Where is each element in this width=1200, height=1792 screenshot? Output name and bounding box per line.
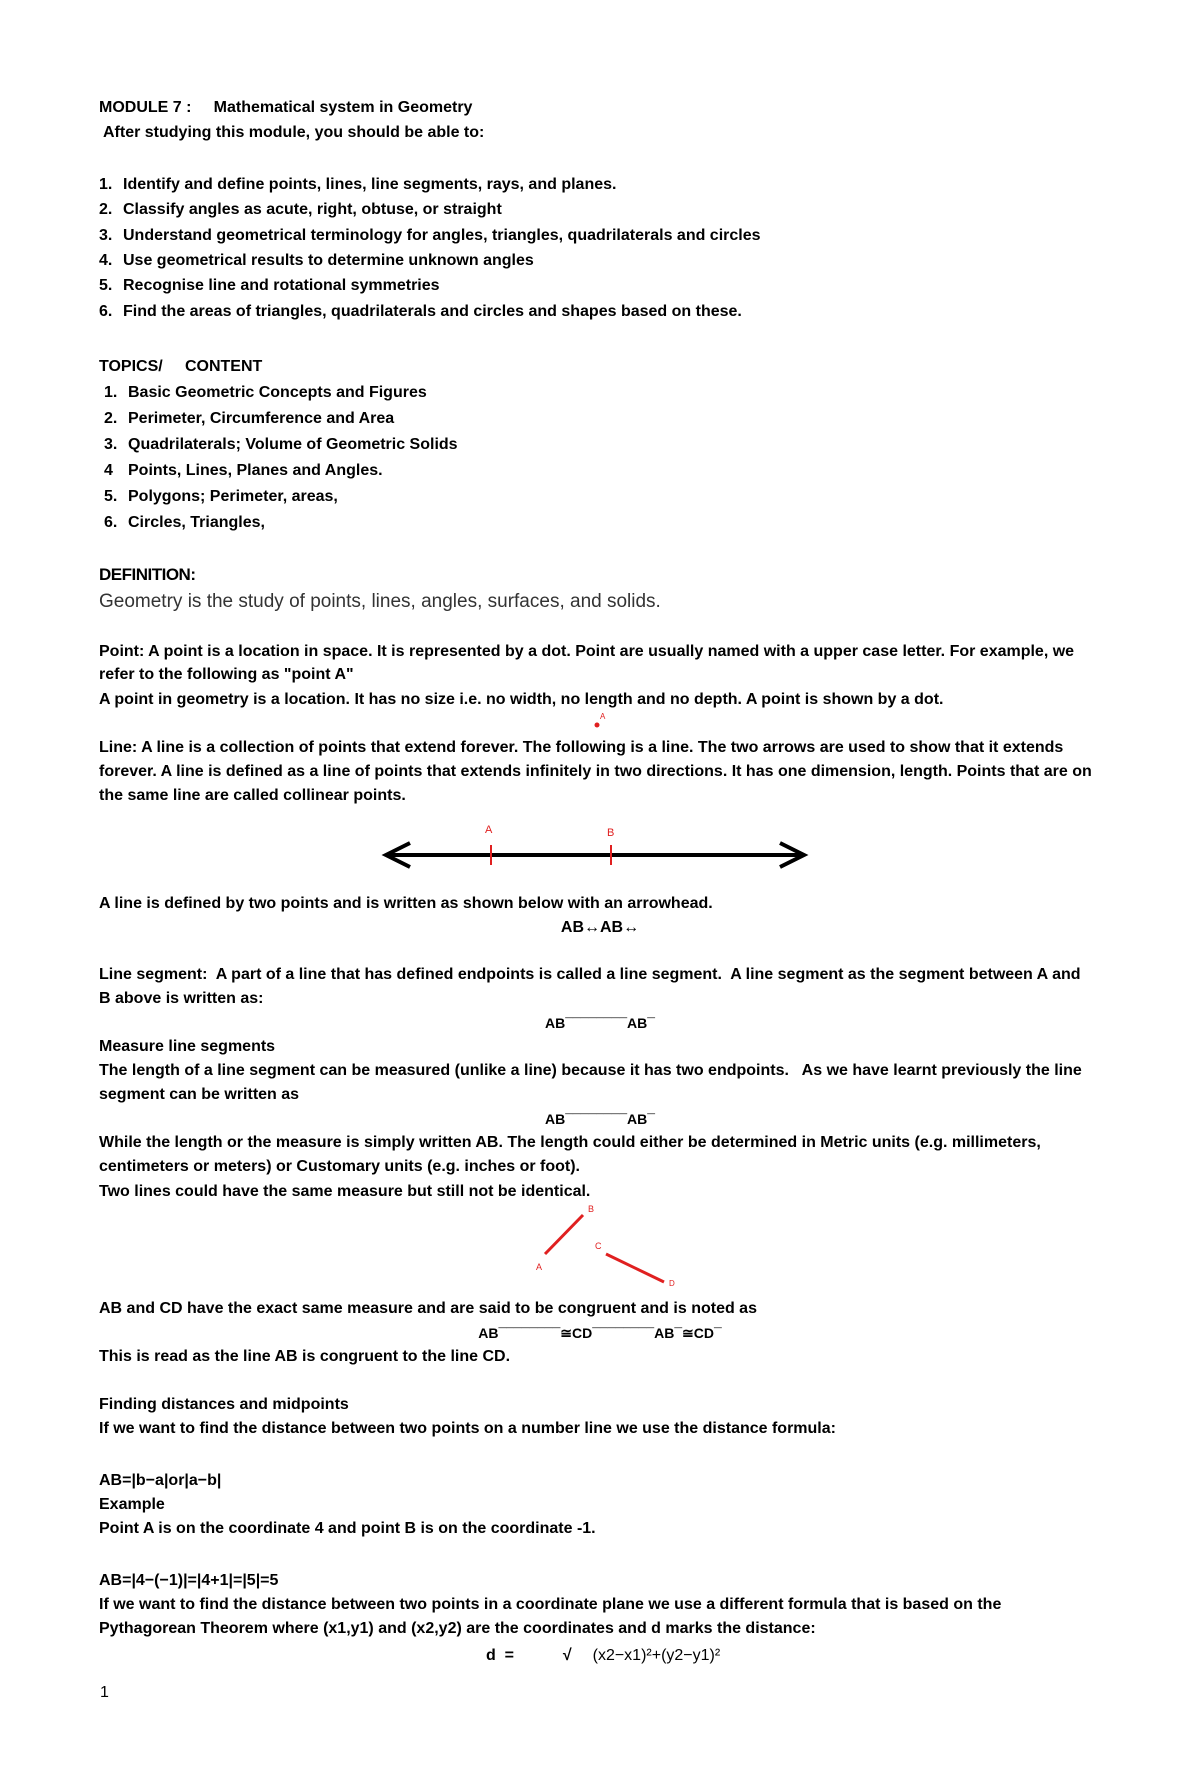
square-root-icon: √: [562, 1647, 572, 1664]
distance-formula: AB=|b−a|or|a−b|: [99, 1472, 222, 1489]
figure-label-b: B: [588, 1204, 595, 1214]
topic-item: 5. Polygons; Perimeter, areas,: [104, 488, 338, 505]
pythagorean-formula: [486, 1644, 720, 1668]
topic-item: 2. Perimeter, Circumference and Area: [104, 410, 395, 427]
point-label: A: [600, 712, 606, 721]
formula-lhs: d =: [486, 1647, 515, 1664]
point-paragraph: Point: A point is a location in space. It is represented by a dot. Point are usually named with a upper case letter. For example, we refer to the following as "point A": [99, 643, 1075, 683]
topics-heading: TOPICS/ CONTENT: [99, 358, 263, 375]
line-notation: AB↔AB↔: [560, 919, 640, 936]
objective-item: 4. Use geometrical results to determine unknown angles: [99, 252, 534, 269]
figure-label-d: D: [669, 1279, 675, 1288]
point-b-label: B: [607, 827, 615, 839]
objective-item: 1. Identify and define points, lines, line segments, rays, and planes.: [99, 176, 617, 193]
module-title: MODULE 7 : Mathematical system in Geometry: [99, 99, 473, 116]
objective-item: 6. Find the areas of triangles, quadrilaterals and circles and shapes based on these.: [99, 303, 742, 320]
example-calculation: AB=|4−(−1)|=|4+1|=|5|=5: [99, 1572, 279, 1589]
line-defined-text: A line is defined by two points and is written as shown below with an arrowhead.: [99, 895, 713, 912]
plane-paragraph: If we want to find the distance between two points in a coordinate plane we use a different formula that is based on the Pythagorean Theorem where (x1,y1) and (x2,y2) are the coordinates and d marks the distance:: [99, 1596, 1002, 1637]
distance-heading: Finding distances and midpoints: [99, 1396, 349, 1413]
identical-text: Two lines could have the same measure but still not be identical.: [99, 1183, 591, 1200]
congruent-text: AB and CD have the exact same measure and are said to be congruent and is noted as: [99, 1300, 757, 1317]
segment-cd: [606, 1254, 664, 1282]
page-number: 1: [100, 1684, 109, 1701]
segment-paragraph: Line segment: A part of a line that has defined endpoints is called a line segment. A line segment as the segment between A and B above is written as:: [99, 966, 1081, 1007]
figure-label-c: C: [595, 1241, 602, 1251]
point-a-label: A: [485, 824, 493, 836]
objective-item: 5. Recognise line and rotational symmetries: [99, 277, 440, 294]
point-description: A point in geometry is a location. It has no size i.e. no width, no length and no depth. A point is shown by a dot.: [99, 691, 944, 708]
formula-rhs: (x2−x1)²+(y2−y1)²: [592, 1647, 721, 1664]
objective-item: 3. Understand geometrical terminology for angles, triangles, quadrilaterals and circles: [99, 227, 761, 244]
segment-notation-2: AB¯¯¯¯¯¯¯¯AB¯: [544, 1111, 656, 1127]
measure-paragraph: The length of a line segment can be measured (unlike a line) because it has two endpoints. As we have learnt previously the line segment can be written as: [99, 1062, 1082, 1103]
congruent-read: This is read as the line AB is congruent to the line CD.: [99, 1348, 511, 1365]
topic-item: 1. Basic Geometric Concepts and Figures: [104, 384, 427, 401]
segment-notation-1: AB¯¯¯¯¯¯¯¯AB¯: [544, 1015, 656, 1031]
definition-heading: DEFINITION:: [99, 565, 196, 584]
topic-item: 6. Circles, Triangles,: [104, 514, 265, 531]
example-text: Point A is on the coordinate 4 and point B is on the coordinate -1.: [99, 1520, 596, 1537]
measure-heading: Measure line segments: [99, 1038, 276, 1055]
example-heading: Example: [99, 1496, 165, 1513]
definition-text: Geometry is the study of points, lines, angles, surfaces, and solids.: [99, 591, 661, 612]
segment-ab: [545, 1215, 583, 1254]
topic-item: 4 Points, Lines, Planes and Angles.: [104, 462, 383, 479]
line-paragraph: Line: A line is a collection of points that extend forever. The following is a line. The two arrows are used to show that it extends forever. A line is defined as a line of points that extends infinitely in two directions. It has one dimension, length. Points that are on the same line are called collinear points.: [99, 739, 1092, 804]
distance-text: If we want to find the distance between two points on a number line we use the distance formula:: [99, 1420, 836, 1437]
figure-label-a: A: [536, 1262, 543, 1272]
length-paragraph: While the length or the measure is simply written AB. The length could either be determined in Metric units (e.g. millimeters, centimeters or meters) or Customary units (e.g. inches or foot).: [99, 1134, 1041, 1175]
congruent-notation: AB¯¯¯¯¯¯¯¯≅CD¯¯¯¯¯¯¯¯AB¯≅CD¯: [478, 1325, 722, 1341]
module-intro: After studying this module, you should be able to:: [103, 124, 485, 141]
objective-item: 2. Classify angles as acute, right, obtuse, or straight: [99, 201, 502, 218]
topic-item: 3. Quadrilaterals; Volume of Geometric Solids: [104, 436, 458, 453]
